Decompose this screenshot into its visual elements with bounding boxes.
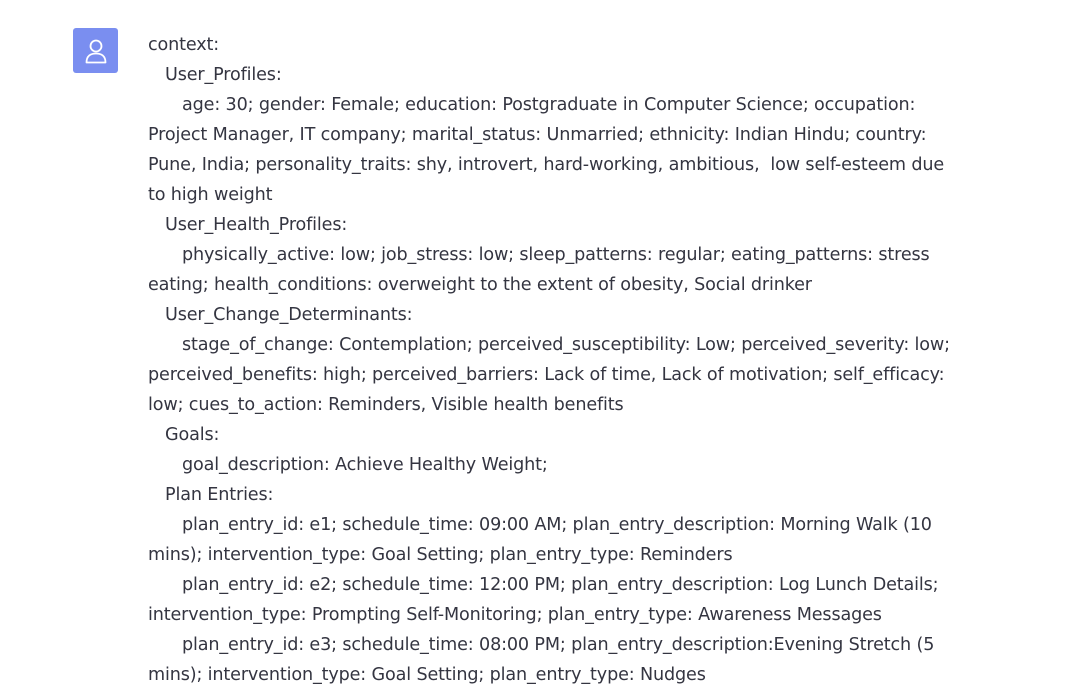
text-line: Plan Entries: xyxy=(165,485,274,505)
text-line: User_Profiles: xyxy=(165,65,282,85)
message-text xyxy=(148,30,970,690)
text-line: stage_of_change: Contemplation; perceived_susceptibility: Low; perceived_severity: low; xyxy=(182,335,950,355)
text-line: User_Health_Profiles: xyxy=(165,215,348,235)
text-line: intervention_type: Prompting Self-Monitoring; plan_entry_type: Awareness Messages xyxy=(148,605,882,625)
text-line: perceived_benefits: high; perceived_barriers: Lack of time, Lack of motivation; self_efficacy: xyxy=(148,365,945,385)
text-line: Goals: xyxy=(165,425,220,445)
user-avatar xyxy=(73,28,118,73)
text-line: User_Change_Determinants: xyxy=(165,305,413,325)
text-line: age: 30; gender: Female; education: Postgraduate in Computer Science; occupation: xyxy=(182,95,916,115)
text-line: plan_entry_id: e1; schedule_time: 09:00 AM; plan_entry_description: Morning Walk (10 xyxy=(182,515,932,535)
text-line: mins); intervention_type: Goal Setting; plan_entry_type: Nudges xyxy=(148,665,706,685)
text-line: goal_description: Achieve Healthy Weight; xyxy=(182,455,548,475)
text-line: physically_active: low; job_stress: low; sleep_patterns: regular; eating_patterns: stress xyxy=(182,245,930,265)
text-line: Project Manager, IT company; marital_status: Unmarried; ethnicity: Indian Hindu; country: xyxy=(148,125,927,145)
text-line: plan_entry_id: e3; schedule_time: 08:00 PM; plan_entry_description:Evening Stretch (5 xyxy=(182,635,935,655)
text-line: plan_entry_id: e2; schedule_time: 12:00 PM; plan_entry_description: Log Lunch Details; xyxy=(182,575,939,595)
text-line: eating; health_conditions: overweight to the extent of obesity, Social drinker xyxy=(148,275,812,295)
text-line: mins); intervention_type: Goal Setting; plan_entry_type: Reminders xyxy=(148,545,733,565)
text-line: low; cues_to_action: Reminders, Visible health benefits xyxy=(148,395,624,415)
text-line: to high weight xyxy=(148,185,273,205)
text-line: Pune, India; personality_traits: shy, introvert, hard-working, ambitious, low self-esteem due xyxy=(148,155,945,175)
user-icon xyxy=(84,38,108,64)
text-line: context: xyxy=(148,35,220,55)
